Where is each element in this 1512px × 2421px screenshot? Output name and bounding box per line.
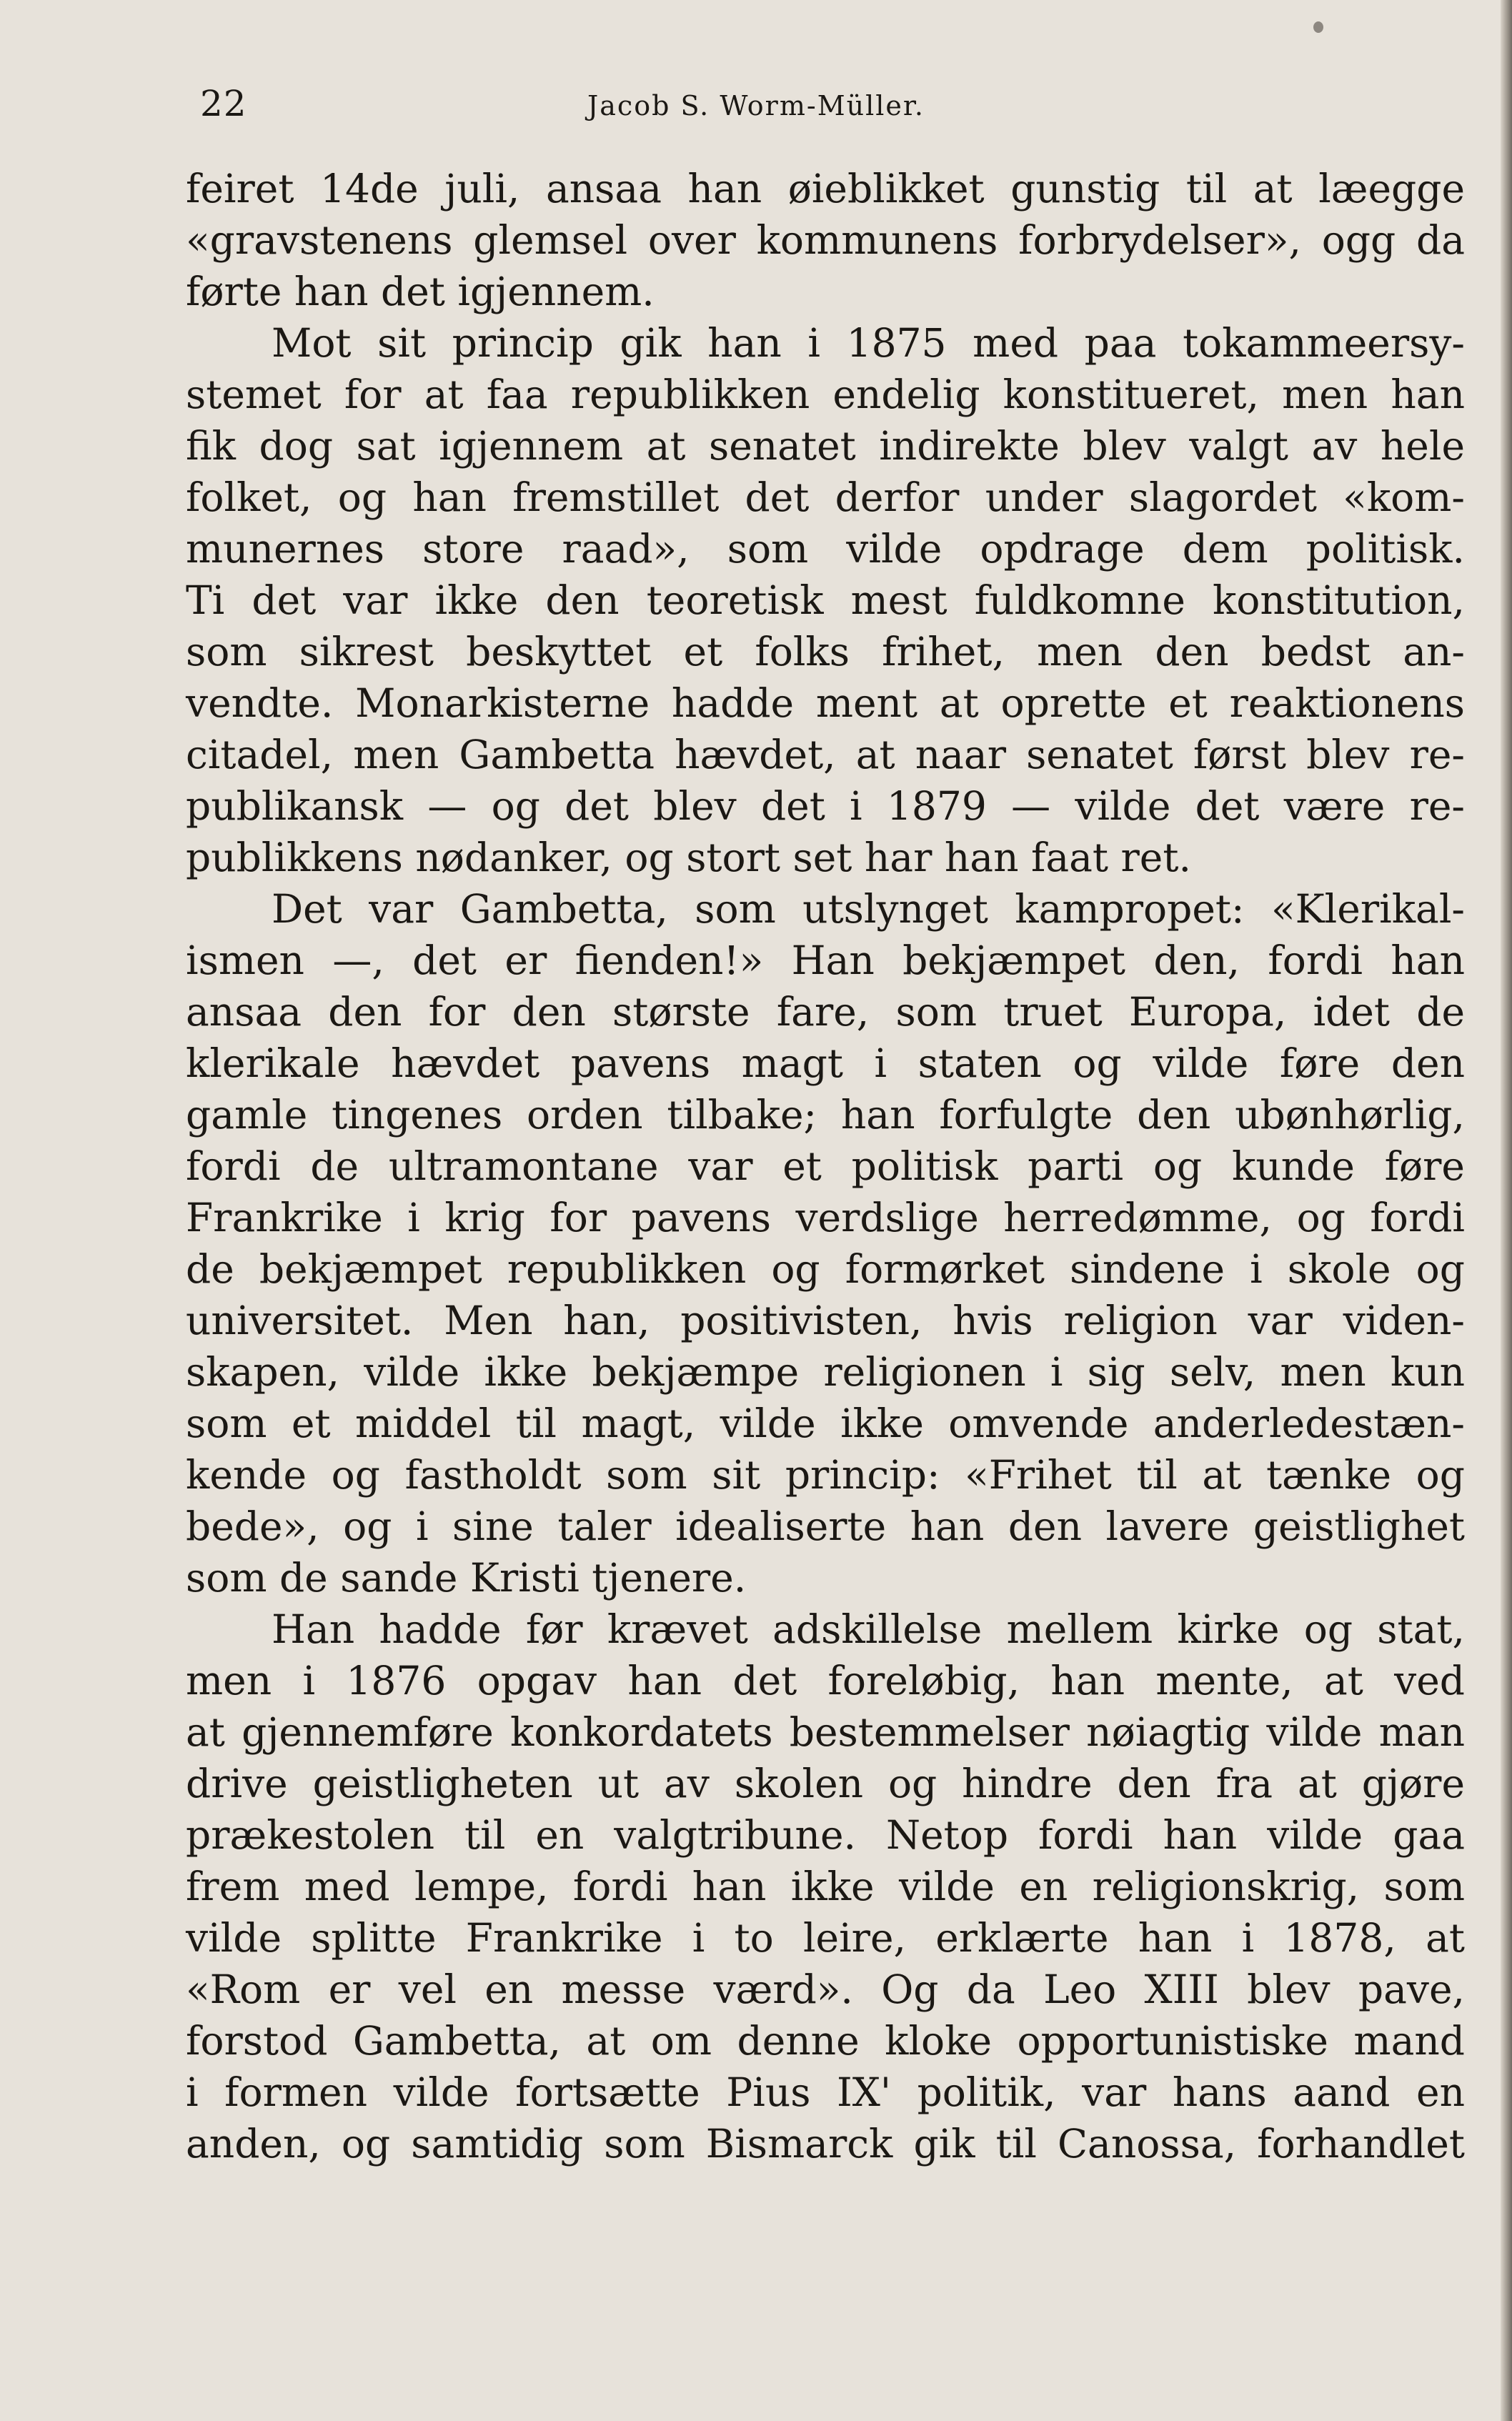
text-line: som de sande Kristi tjenere. bbox=[186, 1555, 747, 1601]
text-line: Han hadde før krævet adskillelse mellem kirke og stat, bbox=[272, 1606, 1465, 1652]
text-line: drive geistligheten ut av skolen og hindre den fra at gjøre bbox=[186, 1761, 1465, 1806]
text-line: Frankrike i krig for pavens verdslige herredømme, og fordi bbox=[186, 1195, 1465, 1241]
text-line: gamle tingenes orden tilbake; han forfulgte den ubønhørlig, bbox=[186, 1092, 1465, 1138]
text-line: feiret 14de juli, ansaa han øieblikket gunstig til at læegge bbox=[186, 166, 1465, 212]
text-line: frem med lempe, fordi han ikke vilde en religionskrig, som bbox=[186, 1864, 1465, 1909]
text-line: forstod Gambetta, at om denne kloke opportunistiske mand bbox=[186, 2018, 1465, 2064]
text-line: bede», og i sine taler idealiserte han den lavere geistlighet bbox=[186, 1503, 1465, 1549]
book-binding-edge bbox=[1501, 0, 1512, 2421]
text-line: skapen, vilde ikke bekjæmpe religionen i sig selv, men kun bbox=[186, 1349, 1465, 1395]
text-line: Det var Gambetta, som utslynget kampropet: «Klerikal- bbox=[272, 886, 1465, 932]
text-line: Mot sit princip gik han i 1875 med paa tokammeersy- bbox=[272, 320, 1465, 366]
text-line: ismen —, det er fienden!» Han bekjæmpet den, fordi han bbox=[186, 938, 1465, 983]
text-line: de bekjæmpet republikken og formørket sindene i skole og bbox=[186, 1246, 1465, 1292]
text-line: «Rom er vel en messe værd». Og da Leo XIII blev pave, bbox=[186, 1967, 1465, 2012]
text-line: ansaa den for den største fare, som truet Europa, idet de bbox=[186, 989, 1465, 1035]
text-line: fordi de ultramontane var et politisk parti og kunde føre bbox=[186, 1143, 1465, 1189]
text-line: publikkens nødanker, og stort set har han faat ret. bbox=[186, 835, 1191, 880]
running-title: Jacob S. Worm-Müller. bbox=[587, 90, 925, 121]
text-line: som sikrest beskyttet et folks frihet, men den bedst an- bbox=[186, 629, 1465, 675]
text-line: folket, og han fremstillet det derfor under slagordet «kom- bbox=[186, 474, 1465, 520]
text-line: vilde splitte Frankrike i to leire, erklærte han i 1878, at bbox=[186, 1915, 1465, 1961]
text-line: kende og fastholdt som sit princip: «Frihet til at tænke og bbox=[186, 1452, 1465, 1498]
text-line: klerikale hævdet pavens magt i staten og vilde føre den bbox=[186, 1040, 1465, 1086]
text-line: som et middel til magt, vilde ikke omvende anderledestæn- bbox=[186, 1401, 1465, 1446]
text-line: fik dog sat igjennem at senatet indirekte blev valgt av hele bbox=[186, 423, 1465, 469]
ink-speck bbox=[1313, 21, 1323, 33]
text-line: vendte. Monarkisterne hadde ment at oprette et reaktionens bbox=[186, 680, 1465, 726]
page-number: 22 bbox=[200, 83, 247, 124]
text-line: at gjennemføre konkordatets bestemmelser nøiagtig vilde man bbox=[186, 1709, 1465, 1755]
text-line: citadel, men Gambetta hævdet, at naar senatet først blev re- bbox=[186, 732, 1465, 777]
text-line: Ti det var ikke den teoretisk mest fuldkomne konstitution, bbox=[186, 577, 1465, 623]
text-line: prækestolen til en valgtribune. Netop fordi han vilde gaa bbox=[186, 1812, 1465, 1858]
text-line: førte han det igjennem. bbox=[186, 269, 655, 314]
text-line: anden, og samtidig som Bismarck gik til Canossa, forhandlet bbox=[186, 2121, 1465, 2167]
text-line: i formen vilde fortsætte Pius IX' politik, var hans aand en bbox=[186, 2069, 1465, 2115]
text-line: «gravstenens glemsel over kommunens forbrydelser», ogg da bbox=[186, 217, 1465, 263]
text-line: publikansk — og det blev det i 1879 — vilde det være re- bbox=[186, 783, 1465, 829]
text-line: munernes store raad», som vilde opdrage dem politisk. bbox=[186, 526, 1465, 572]
text-line: men i 1876 opgav han det foreløbig, han mente, at ved bbox=[186, 1658, 1465, 1704]
text-line: universitet. Men han, positivisten, hvis religion var viden- bbox=[186, 1298, 1465, 1343]
text-line: stemet for at faa republikken endelig konstitueret, men han bbox=[186, 372, 1465, 417]
